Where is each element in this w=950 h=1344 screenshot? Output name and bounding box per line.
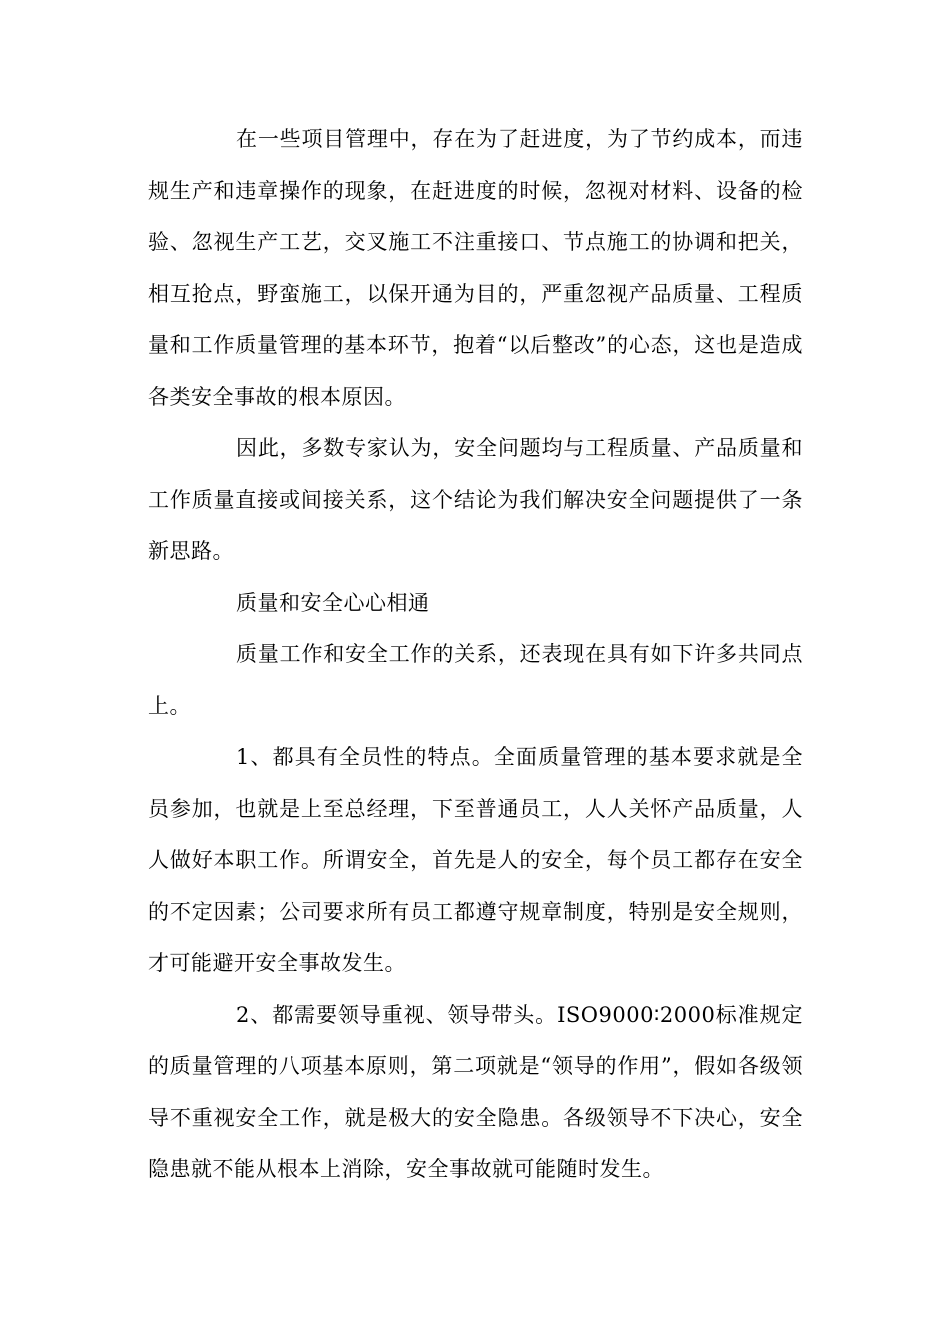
paragraph-3: 质量工作和安全工作的关系，还表现在具有如下许多共同点上。 bbox=[148, 642, 803, 718]
paragraph-5: 2、都需要领导重视、领导带头。ISO9000∶2000标准规定的质量管理的八项基本原则，第二项就是“领导的作用”，假如各级领导不重视安全工作，就是极大的安全隐患。各级领导不下决心，安全隐患就不能从根本上消除，安全事故就可能随时发生。 bbox=[148, 1002, 803, 1181]
paragraph-2: 因此，多数专家认为，安全问题均与工程质量、产品质量和工作质量直接或间接关系，这个结论为我们解决安全问题提供了一条新思路。 bbox=[148, 436, 803, 563]
paragraph-4: 1、都具有全员性的特点。全面质量管理的基本要求就是全员参加，也就是上至总经理，下至普通员工，人人关怀产品质量，人人做好本职工作。所谓安全，首先是人的安全，每个员工都存在安全的不定因素；公司要求所有员工都遵守规章制度，特别是安全规则，才可能避开安全事故发生。 bbox=[148, 745, 803, 975]
section-heading: 质量和安全心心相通 bbox=[236, 590, 430, 615]
paragraph-1: 在一些项目管理中，存在为了赶进度，为了节约成本，而违规生产和违章操作的现象，在赶进度的时候，忽视对材料、设备的检验、忽视生产工艺，交叉施工不注重接口、节点施工的协调和把关，相互抢点，野蛮施工，以保开通为目的，严重忽视产品质量、工程质量和工作质量管理的基本环节，抱着“以后整改”的心态，这也是造成各类安全事故的根本原因。 bbox=[148, 127, 803, 409]
document-body bbox=[148, 114, 803, 1196]
